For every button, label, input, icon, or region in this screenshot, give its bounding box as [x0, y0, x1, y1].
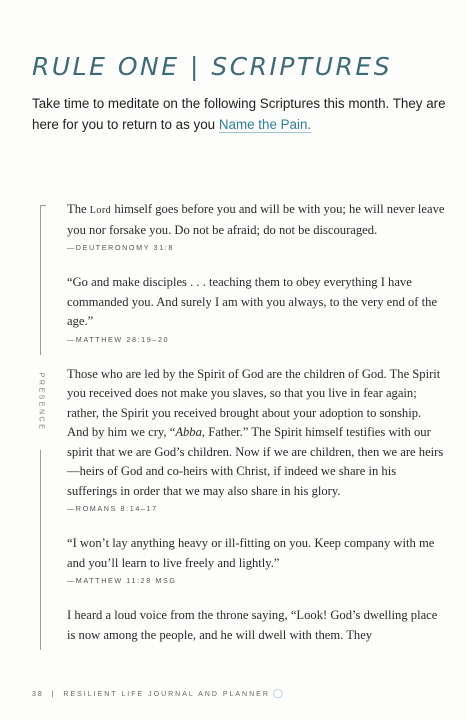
verse-text: “I won’t lay anything heavy or ill-fitting on you. Keep company with me and you’ll learn to live freely and lightly.”	[67, 536, 435, 570]
verse-text: I heard a loud voice from the throne saying, “Look! God’s dwelling place is now among the people, and he will dwell with them. They	[67, 608, 438, 642]
abba-italic: Abba	[175, 425, 202, 439]
verse-text-part: himself goes before you and will be with you; he will never leave you nor forsake you. Do not be afraid; do not be discouraged.	[67, 202, 445, 237]
book-title: RESILIENT LIFE JOURNAL AND PLANNER	[63, 691, 270, 698]
verse-matthew-11	[67, 534, 445, 585]
name-the-pain-link[interactable]: Name the Pain.	[218, 117, 312, 132]
scripture-list	[67, 200, 445, 666]
verse-reference: —DEUTERONOMY 31:8	[67, 243, 174, 252]
footer-separator: |	[51, 691, 56, 698]
intro-text: Take time to meditate on the following Scriptures this month. They are here for you to return to as you	[32, 96, 446, 132]
verse-revelation-partial	[67, 606, 445, 645]
verse-reference: —MATTHEW 28:19–20	[67, 334, 170, 344]
page-footer	[32, 688, 285, 699]
verse-romans	[67, 365, 445, 514]
verse-reference: —MATTHEW 11:28 MSG	[67, 576, 177, 585]
leaf-circle-icon: ◯	[272, 688, 285, 698]
lord-smallcaps: Lord	[89, 205, 112, 216]
verse-text	[67, 200, 445, 240]
side-rail-line-top	[40, 205, 41, 355]
verse-matthew-28	[67, 273, 445, 344]
page-title: RULE ONE | SCRIPTURES	[32, 52, 393, 81]
verse-text-part: Those who are led by the Spirit of God are the children of God. The Spirit you received does not make you slaves, so that you live in fear again; rather, the Spirit you received brought about your adoption to sonship. And by him we cry, “	[67, 366, 441, 439]
side-rail-line-bottom	[40, 450, 41, 650]
verse-text-part: , Father.” The Spirit himself testifies with our spirit that we are God’s children. Now if we are children, then we are heirs—heirs of God and co-heirs with Christ, if indeed we share in his sufferings in order that we may also share in his glory.	[67, 425, 444, 498]
verse-reference: —ROMANS 8:14–17	[67, 504, 158, 513]
verse-text: “Go and make disciples . . . teaching them to obey everything I have commanded you. And surely I am with you always, to the very end of the age.”	[67, 275, 438, 328]
intro-paragraph	[32, 93, 452, 135]
page-number: 38	[32, 691, 44, 698]
verse-deuteronomy	[67, 200, 445, 252]
verse-text	[67, 365, 445, 502]
side-section-label: PRESENCE	[37, 372, 45, 432]
verse-text-part: The	[67, 202, 90, 216]
